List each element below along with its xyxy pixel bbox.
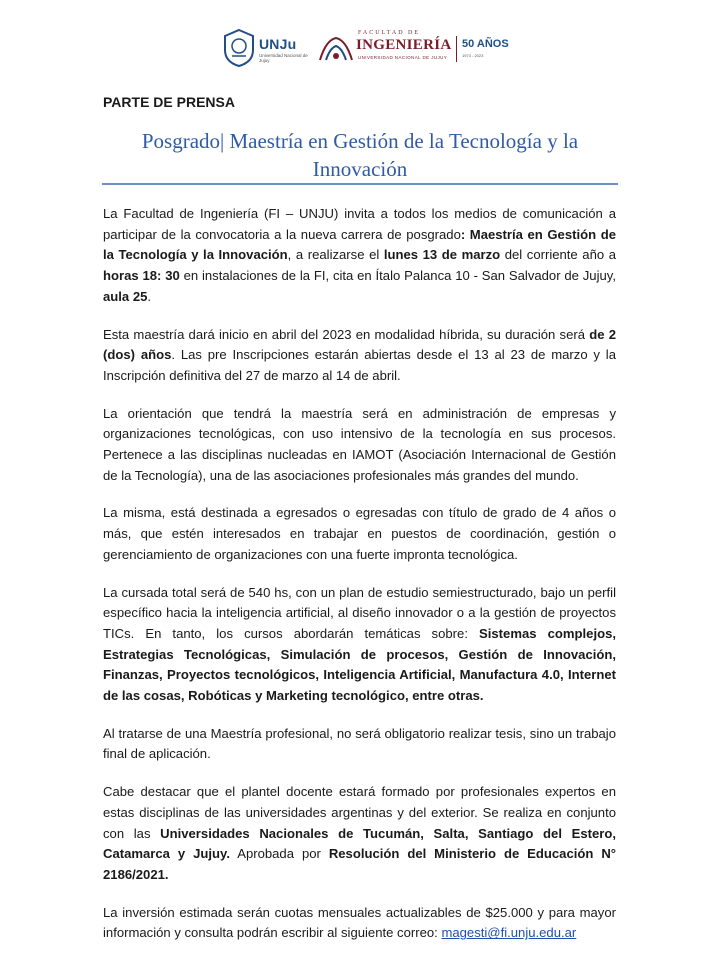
bold-run: : Maestría en Gestión de la Tecnología y la Innovación xyxy=(103,226,616,263)
text-run: del corriente año a xyxy=(500,247,616,263)
press-label: PARTE DE PRENSA xyxy=(103,94,235,110)
email-link[interactable]: magesti@fi.unju.edu.ar xyxy=(441,925,577,941)
title-rule xyxy=(102,183,618,185)
text-run: La cursada total será de 540 hs, con un plan de estudio semiestructurado, bajo un perfil específico hacia la inteligencia artificial, al diseño innovador o a la gestión de proyectos TICs. En tanto, los cursos abordarán temáticas sobre: xyxy=(103,584,616,641)
paragraph-thesis: Al tratarse de una Maestría profesional, no será obligatorio realizar tesis, sino un trabajo final de aplicación. xyxy=(103,725,616,762)
text-run: Aprobada por xyxy=(230,846,329,862)
bold-run: Sistemas complejos, Estrategias Tecnológicas, Simulación de procesos, Gestión de Innovación, Finanzas, Proyectos tecnológicos, Inteligencia Artificial, Manufactura 4.0, Internet de las cosas, Robóticas y Marketing tecnológico, entre otras. xyxy=(103,625,616,704)
anniversary-label: 50 AÑOS xyxy=(462,38,509,50)
document-body xyxy=(103,204,616,961)
text-run: . Las pre Inscripciones estarán abiertas desde el 13 al 23 de marzo y la Inscripción definitiva del 27 de marzo al 14 de abril. xyxy=(103,347,616,383)
fi-top-text: FACULTAD DE xyxy=(358,30,421,36)
text-run: en instalaciones de la FI, cita en Ítalo Palanca 10 - San Salvador de Jujuy, xyxy=(179,268,616,284)
engineering-gear-icon xyxy=(316,34,356,66)
bold-run: Universidades Nacionales de Tucumán, Salta, Santiago del Estero, Catamarca y Jujuy. xyxy=(103,825,617,862)
fi-subtitle: UNIVERSIDAD NACIONAL DE JUJUY xyxy=(358,55,448,60)
unju-seal-icon xyxy=(222,28,256,68)
paragraph-intro xyxy=(103,204,616,308)
text-run: . xyxy=(147,288,152,304)
logo-divider xyxy=(456,36,457,62)
bold-run: lunes 13 de marzo xyxy=(383,247,501,263)
paragraph-start xyxy=(103,325,616,387)
paragraph-orientation: La orientación que tendrá la maestría será en administración de empresas y organizaciones tecnológicas, con uso intensivo de la tecnología en sus procesos. Pertenece a las disciplinas nucleadas en IAMOT (Asociación Internacional de Gestión de la Tecnología), una de las asociaciones profesionales más grandes del mundo. xyxy=(103,405,616,483)
paragraph-curriculum xyxy=(103,583,616,707)
unju-logo xyxy=(222,28,314,74)
fi-name: INGENIERÍA xyxy=(356,37,452,53)
unju-name: UNJu xyxy=(259,36,297,52)
text-run: La Facultad de Ingeniería (FI – UNJU) invita a todos los medios de comunicación a participar de la convocatoria a la nueva carrera de posgrado xyxy=(103,206,616,242)
paragraph-faculty xyxy=(103,782,616,886)
bold-run: Resolución del Ministerio de Educación N° 2186/2021. xyxy=(103,846,617,882)
bold-run: aula 25 xyxy=(103,288,148,304)
text-run: Esta maestría dará inicio en abril del 2023 en modalidad híbrida, su duración será xyxy=(103,326,590,342)
unju-subtitle: Universidad Nacional de Jujuy xyxy=(259,53,308,63)
bold-run: de 2 (dos) años xyxy=(103,326,616,363)
paragraph-audience: La misma, está destinada a egresados o egresadas con título de grado de 4 años o más, que estén interesados en trabajar en puestos de coordinación, gestión o gerenciamiento de organizaciones con una fuerte impronta tecnológica. xyxy=(103,505,616,562)
document-title xyxy=(100,127,620,183)
text-run: Cabe destacar que el plantel docente estará formado por profesionales expertos en estas disciplinas de las universidades argentinas y del exterior. Se realiza en conjunto con las xyxy=(103,784,616,841)
header-logos xyxy=(222,26,512,76)
anniversary-years: 1973 - 2023 xyxy=(462,53,484,58)
paragraph-cost xyxy=(103,903,616,944)
text-run: La inversión estimada serán cuotas mensuales actualizables de $25.000 y para mayor información y consulta podrán escribir al siguiente correo: xyxy=(103,904,616,941)
title-line-2: Innovación xyxy=(312,157,408,181)
fi-logo xyxy=(316,30,516,74)
title-line-1: Posgrado| Maestría en Gestión de la Tecnología y la xyxy=(141,129,579,153)
bold-run: horas 18: 30 xyxy=(103,268,180,284)
text-run: , a realizarse el xyxy=(287,247,384,263)
